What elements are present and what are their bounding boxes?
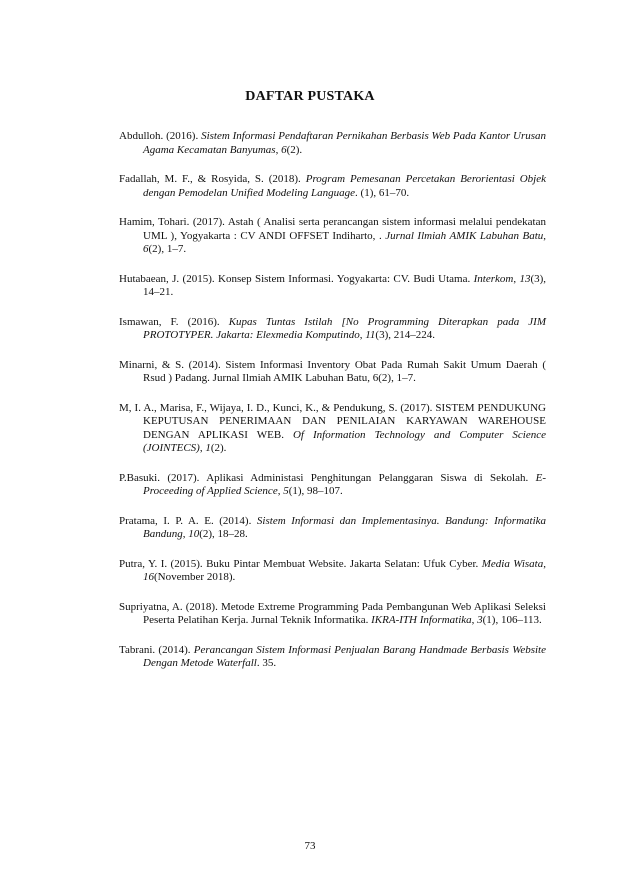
reference-item: Hutabaean, J. (2015). Konsep Sistem Informasi. Yogyakarta: CV. Budi Utama. Interkom, 13(3), 14–21. [119, 272, 547, 298]
page-number: 73 [304, 840, 316, 852]
reference-item: Pratama, I. P. A. E. (2014). Sistem Informasi dan Implementasinya. Bandung: Informatika Bandung, 10(2), 18–28. [119, 514, 547, 540]
page-title: DAFTAR PUSTAKA [245, 89, 375, 104]
reference-item: Abdulloh. (2016). Sistem Informasi Pendaftaran Pernikahan Berbasis Web Pada Kantor Urusan Agama Kecamatan Banyumas, 6(2). [119, 130, 546, 156]
reference-list [119, 130, 546, 687]
reference-item: Ismawan, F. (2016). Kupas Tuntas Istilah [No Programming Diterapkan pada JIM PROTOTYPER. Jakarta: Elexmedia Komputindo, 11(3), 214–224. [119, 315, 546, 341]
reference-item: P.Basuki. (2017). Aplikasi Administasi Penghitungan Pelanggaran Siswa di Sekolah. E-Proceeding of Applied Science, 5(1), 98–107. [119, 471, 546, 497]
reference-item: M, I. A., Marisa, F., Wijaya, I. D., Kunci, K., & Pendukung, S. (2017). SISTEM PENDUKUNG KEPUTUSAN PENERIMAAN DAN PENILAIAN KARYAWAN WAREHOUSE DENGAN APLIKASI WEB. Of Information Technology and Computer Science (JOINTECS), 1(2). [119, 401, 547, 454]
reference-item: Putra, Y. I. (2015). Buku Pintar Membuat Website. Jakarta Selatan: Ufuk Cyber. Media Wisata, 16(November 2018). [119, 557, 546, 583]
reference-item: Minarni, & S. (2014). Sistem Informasi Inventory Obat Pada Rumah Sakit Umum Daerah ( Rsud ) Padang. Jurnal Ilmiah AMIK Labuhan Batu, 6(2), 1–7. [119, 358, 546, 384]
reference-item: Tabrani. (2014). Perancangan Sistem Informasi Penjualan Barang Handmade Berbasis Website Dengan Metode Waterfall. 35. [119, 643, 546, 669]
reference-item: Supriyatna, A. (2018). Metode Extreme Programming Pada Pembangunan Web Aplikasi Seleksi Peserta Pelatihan Kerja. Jurnal Teknik Informatika. IKRA-ITH Informatika, 3(1), 106–113. [119, 600, 546, 626]
reference-item: Fadallah, M. F., & Rosyida, S. (2018). Program Pemesanan Percetakan Berorientasi Objek dengan Pemodelan Unified Modeling Language. (1), 61–70. [119, 173, 546, 199]
reference-item: Hamim, Tohari. (2017). Astah ( Analisi serta perancangan sistem informasi melalui pendekatan UML ), Yogyakarta : CV ANDI OFFSET Indiharto, . Jurnal Ilmiah AMIK Labuhan Batu, 6(2), 1–7. [119, 216, 546, 255]
